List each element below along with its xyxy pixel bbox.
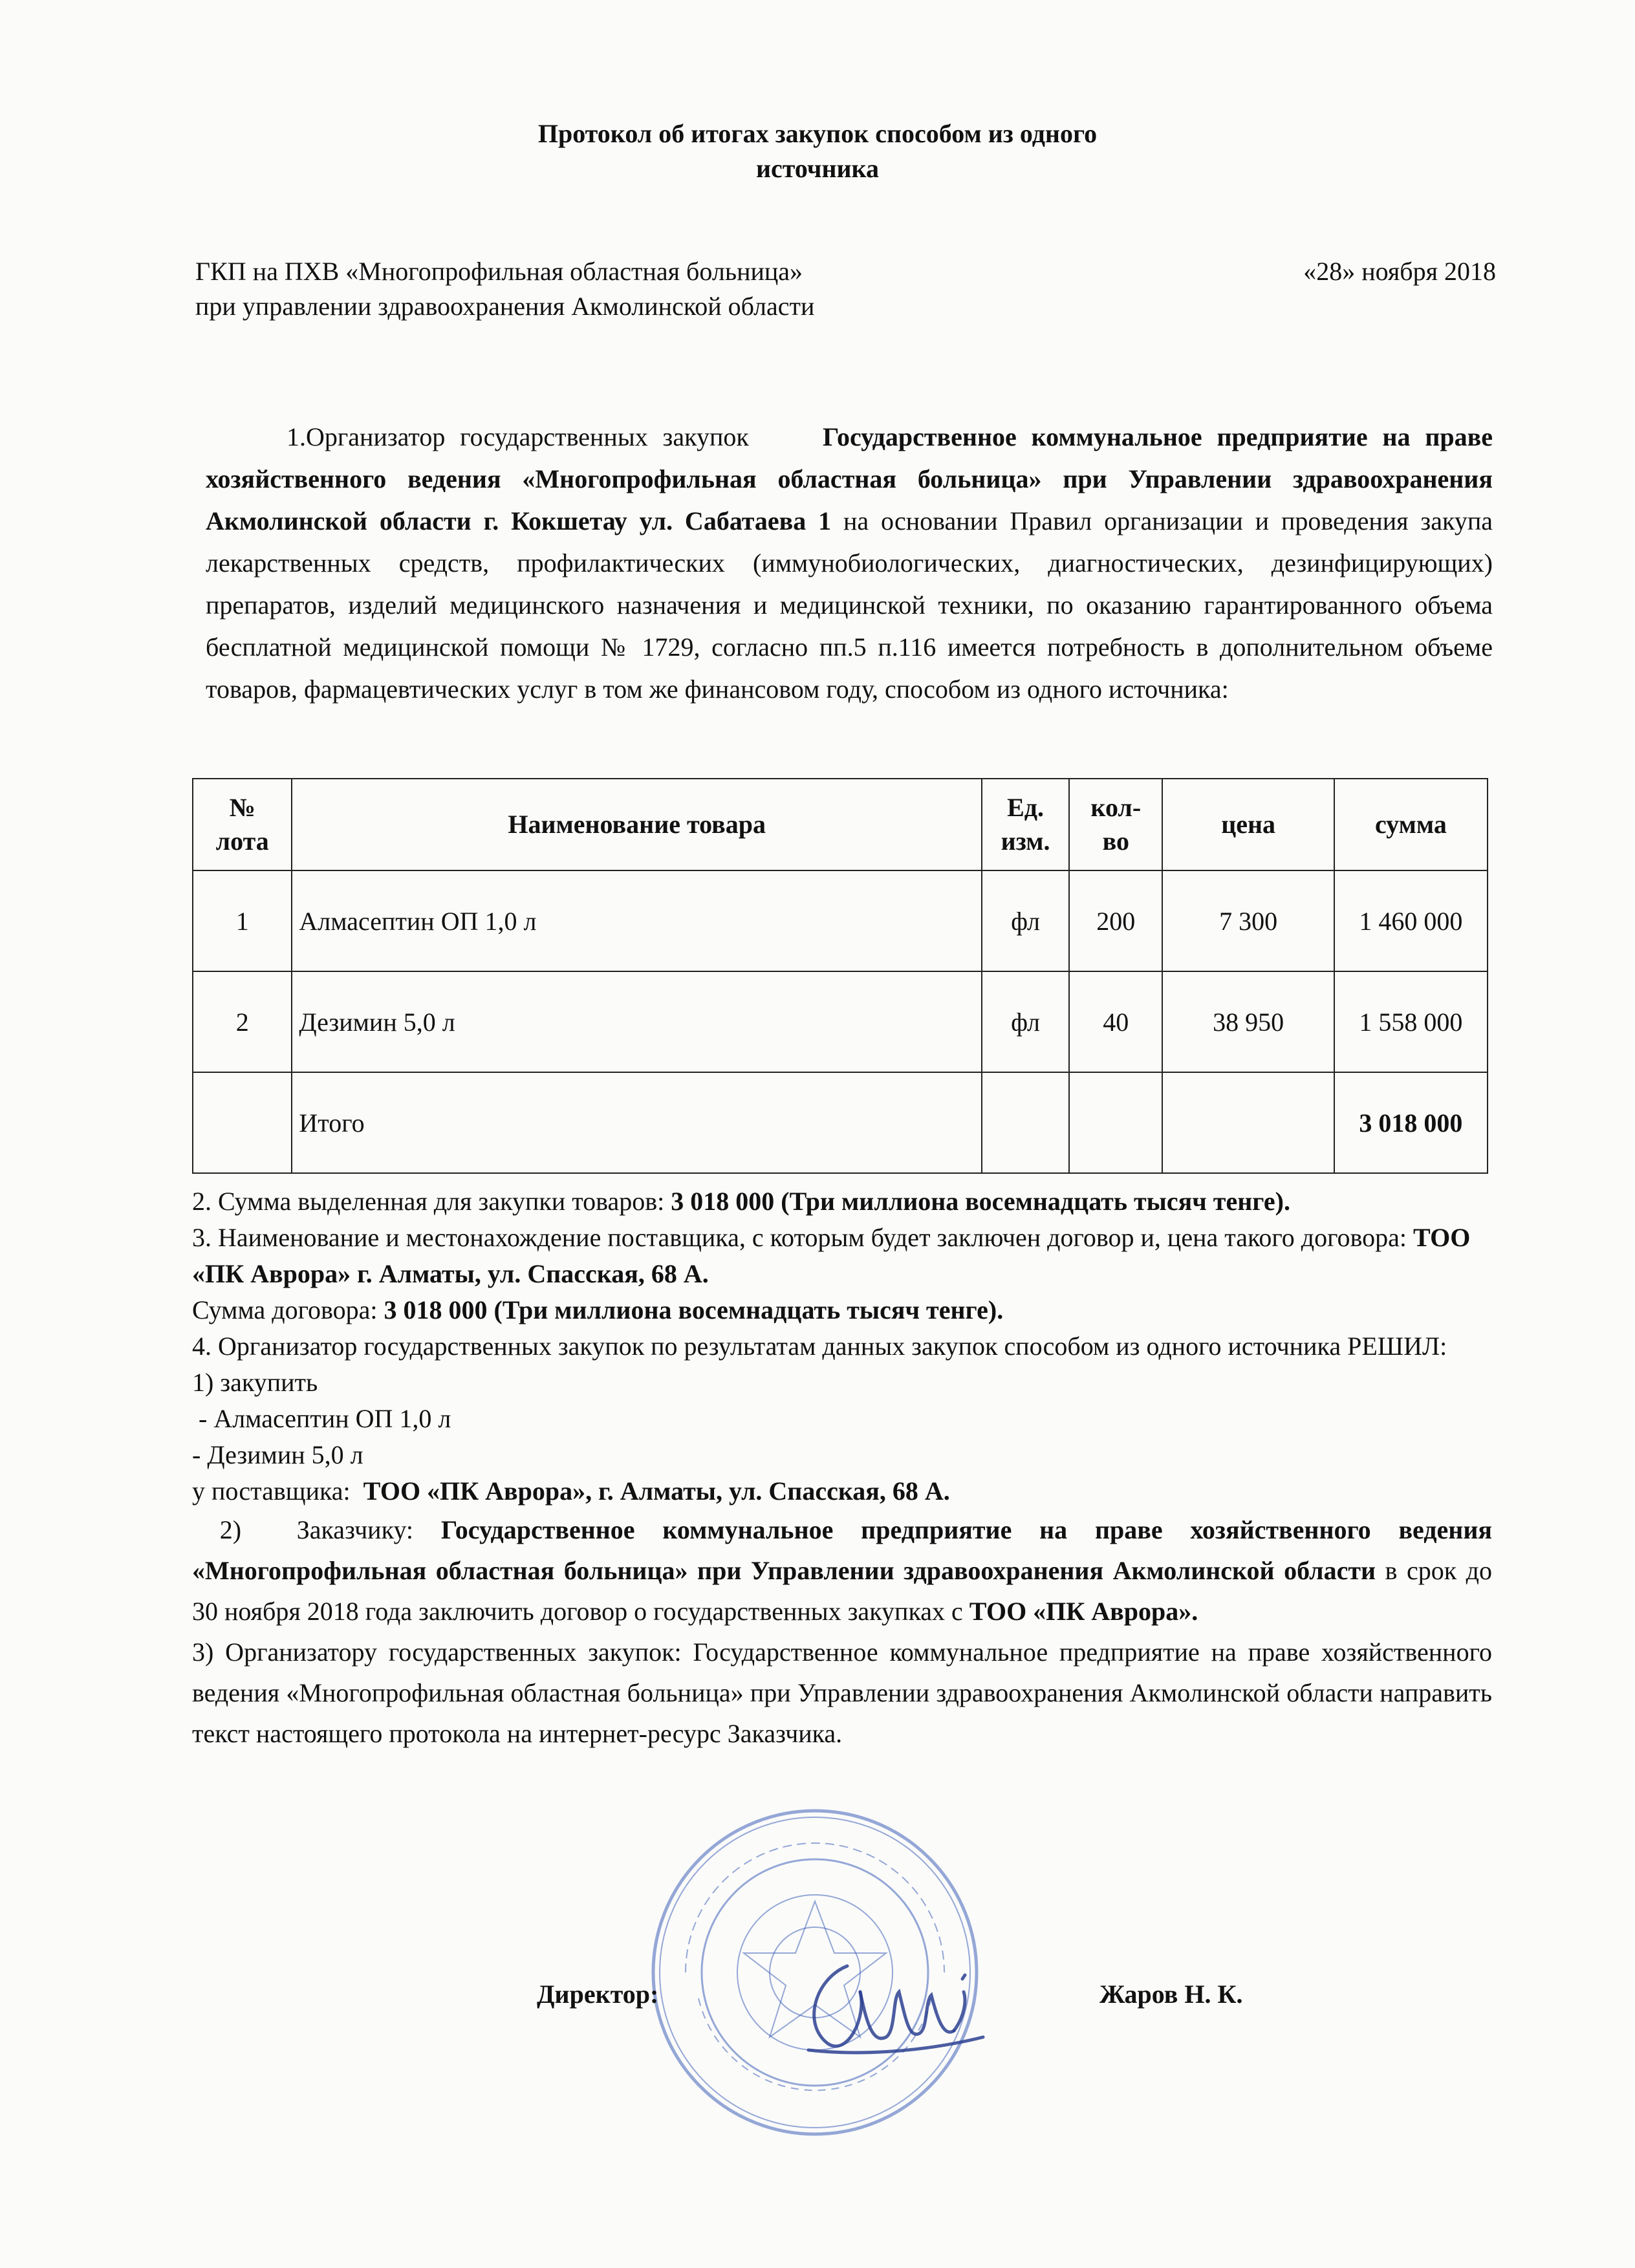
cell-item-name: Дезимин 5,0 л: [292, 971, 982, 1072]
cell-empty: [982, 1072, 1069, 1173]
table-header-row: [193, 779, 1488, 870]
item-allocated-sum: 2. Сумма выделенная для закупки товаров: 3 018 000 (Три миллиона восемнадцать тысяч тенге).: [192, 1187, 1290, 1216]
decision-publish: 3) Организатору государственных закупок: Государственное коммунальное предприятие на праве хозяйственного ведения «Многопрофильная областная больница» при Управлении здравоохранения Акмолинской области направить текст настоящего протокола на интернет-ресурс Заказчика.: [192, 1637, 1492, 1748]
header-item-name: Наименование товара: [292, 779, 982, 870]
paragraph-rest: на основании Правил организации и проведения закупа лекарственных средств, профилактических (иммунобиологических, диагностических, дезинфицирующих) препаратов, изделий медицинского назначения и медицинской техники, по оказанию гарантированного объема бесплатной медицинской помощи № 1729, согласно пп.5 п.116 имеется потребность в дополнительном объеме товаров, фармацевтических услуг в том же финансовом году, способом из одного источника:: [206, 506, 1493, 704]
item-decision: 4. Организатор государственных закупок по результатам данных закупок способом из одного источника РЕШИЛ:: [192, 1332, 1447, 1361]
decision-goods-2: - Дезимин 5,0 л: [192, 1440, 363, 1469]
decision-supplier: у поставщика: ТОО «ПК Аврора», г. Алматы, ул. Спасская, 68 А.: [192, 1476, 950, 1506]
cell-lot-number: 2: [193, 971, 292, 1072]
decision-purchase: 1) закупить: [192, 1368, 318, 1397]
decision-goods-1: - Алмасептин ОП 1,0 л: [192, 1404, 451, 1433]
cell-quantity: 40: [1069, 971, 1162, 1072]
organization-block: [195, 254, 814, 324]
cell-unit: фл: [982, 870, 1069, 971]
lots-table: [192, 778, 1488, 1174]
decision-customer: 2) Заказчику: Государственное коммунальное предприятие на праве хозяйственного ведения «Многопрофильная областная больница» при Управлении здравоохранения Акмолинской области в срок до 30 ноября 2018 года заключить договор о государственных закупках с ТОО «ПК Аврора».: [192, 1515, 1505, 1626]
cell-price: 38 950: [1162, 971, 1334, 1072]
header-quantity: кол- во: [1069, 779, 1162, 870]
document-date: «28» ноября 2018: [1303, 257, 1496, 286]
cell-empty: [1162, 1072, 1334, 1173]
cell-price: 7 300: [1162, 870, 1334, 971]
header-price: цена: [1162, 779, 1334, 870]
cell-sum: 1 460 000: [1334, 870, 1488, 971]
director-name: Жаров Н. К.: [1099, 1980, 1243, 2009]
header-lot-number: № лота: [193, 779, 292, 870]
cell-lot-number: 1: [193, 870, 292, 971]
cell-quantity: 200: [1069, 870, 1162, 971]
paragraph-organizer: [206, 416, 1493, 710]
cell-item-name: Алмасептин ОП 1,0 л: [292, 870, 982, 971]
table-row: [193, 870, 1488, 971]
cell-empty: [193, 1072, 292, 1173]
cell-unit: фл: [982, 971, 1069, 1072]
paragraph-lead: 1.Организатор государственных закупок: [287, 422, 749, 451]
cell-empty: [1069, 1072, 1162, 1173]
cell-sum: 1 558 000: [1334, 971, 1488, 1072]
decision-section: [192, 1183, 1505, 1754]
director-role: Директор:: [537, 1980, 659, 2009]
director-signature: [789, 1940, 996, 2069]
title-line-1: Протокол об итогах закупок способом из одного: [537, 119, 1098, 148]
header-sum: сумма: [1334, 779, 1488, 870]
item-supplier: 3. Наименование и местонахождение поставщика, с которым будет заключен договор и, цена такого договора: ТОО «ПК Аврора» г. Алматы, ул. Спасская, 68 А.: [192, 1223, 1471, 1288]
paragraph-organizer-name: Государственное коммунальное предприятие на праве хозяйственного ведения «Многопрофильная областная больница» при Управлении здравоохранения Акмолинской области г. Кокшетау ул. Сабатаева 1: [206, 422, 1493, 535]
table-total-row: [193, 1072, 1488, 1173]
contract-sum: Сумма договора: 3 018 000 (Три миллиона восемнадцать тысяч тенге).: [192, 1295, 1004, 1324]
cell-total-sum: 3 018 000: [1334, 1072, 1488, 1173]
document-title: [0, 116, 1635, 186]
organization-line-2: при управлении здравоохранения Акмолинской области: [195, 292, 815, 321]
title-line-2: источника: [756, 154, 879, 183]
header-unit: Ед. изм.: [982, 779, 1069, 870]
cell-total-label: Итого: [292, 1072, 982, 1173]
organization-line-1: ГКП на ПХВ «Многопрофильная областная больница»: [195, 257, 803, 286]
table-row: [193, 971, 1488, 1072]
